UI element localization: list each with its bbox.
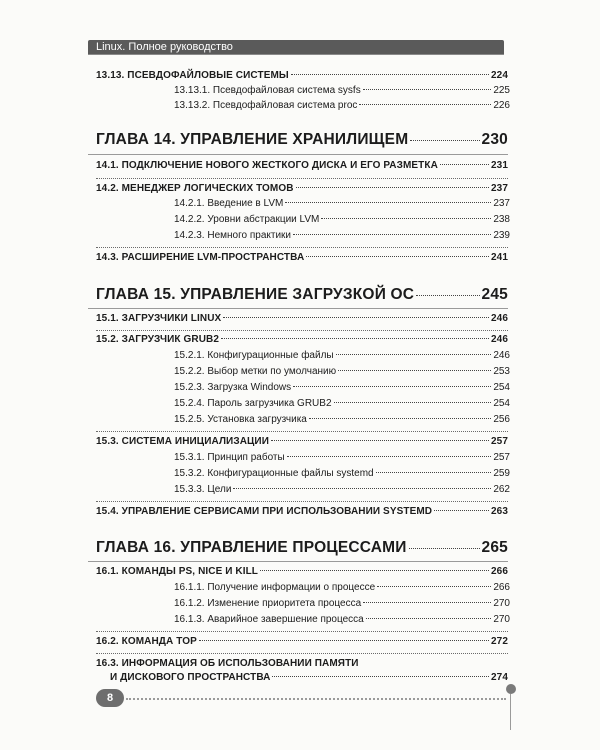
toc-page-number: 253 [493,366,510,377]
leader-dots [376,472,492,473]
toc-label: 15.2.4. Пароль загрузчика GRUB2 [174,398,332,409]
toc-label: 15.2.2. Выбор метки по умолчанию [174,366,337,377]
toc-label: 16.1.3. Аварийное завершение процесса [174,614,364,625]
toc-subsection[interactable] [174,85,510,96]
toc-section[interactable] [96,70,508,81]
toc-page-number: 238 [493,214,510,225]
toc-page-number: 274 [491,672,508,683]
toc-label: ГЛАВА 14. УПРАВЛЕНИЕ ХРАНИЛИЩЕМ [96,131,409,148]
leader-dots [285,202,491,203]
toc-page-number: 272 [491,636,508,647]
toc-page-number: 262 [493,484,510,495]
toc-page-number: 245 [481,286,508,303]
toc-page-number: 237 [491,183,508,194]
leader-dots [363,602,491,603]
toc-page-number: 246 [491,313,508,324]
toc-page-number: 270 [493,614,510,625]
toc-subsection[interactable] [174,230,510,241]
toc-label: 15.1. ЗАГРУЗЧИКИ LINUX [96,313,222,324]
toc-section-line1[interactable] [96,658,508,669]
toc-section[interactable] [96,183,508,194]
toc-page-number: 241 [491,252,508,263]
toc-subsection[interactable] [174,484,510,495]
leader-dots [309,418,491,419]
leader-dots [377,586,491,587]
toc-page-number: 259 [493,468,510,479]
toc-label: 15.3. СИСТЕМА ИНИЦИАЛИЗАЦИИ [96,436,270,447]
section-separator [96,330,508,331]
leader-dots [287,456,492,457]
toc-page-number: 225 [493,85,510,96]
leader-dots [416,295,479,296]
toc-label: 15.2.5. Установка загрузчика [174,414,307,425]
footer-dotted-rule [126,698,506,700]
toc-subsection[interactable] [174,414,510,425]
toc-label: 13.13.1. Псевдофайловая система sysfs [174,85,361,96]
toc-page-number: 256 [493,414,510,425]
page-number-badge: 8 [96,689,124,707]
toc-label: 15.2.3. Загрузка Windows [174,382,292,393]
leader-dots [306,256,489,257]
toc-subsection[interactable] [174,582,510,593]
section-separator [96,631,508,632]
toc-page-number: 226 [493,100,510,111]
toc-page-number: 254 [493,382,510,393]
toc-section[interactable] [96,566,508,577]
toc-section[interactable] [96,436,508,447]
leader-dots [272,676,489,677]
leader-dots [293,234,491,235]
toc-label: 15.2. ЗАГРУЗЧИК GRUB2 [96,334,220,345]
toc-label: 14.2.2. Уровни абстракции LVM [174,214,320,225]
toc-chapter[interactable] [96,286,508,304]
leader-dots [363,89,492,90]
toc-page-number: 266 [493,582,510,593]
toc-label: 16.1.1. Получение информации о процессе [174,582,376,593]
leader-dots [321,218,491,219]
toc-section[interactable] [96,636,508,647]
toc-section[interactable] [96,334,508,345]
section-separator [96,501,508,502]
leader-dots [359,104,491,105]
toc-page-number: 239 [493,230,510,241]
chapter-rule [88,154,508,155]
leader-dots [410,140,479,141]
section-separator [96,247,508,248]
toc-label: 15.3.3. Цели [174,484,232,495]
toc-label: 13.13. ПСЕВДОФАЙЛОВЫЕ СИСТЕМЫ [96,70,289,81]
header-rule [88,54,504,55]
toc-section[interactable] [96,252,508,263]
toc-page-number: 266 [491,566,508,577]
leader-dots [223,317,489,318]
toc-label: 15.4. УПРАВЛЕНИЕ СЕРВИСАМИ ПРИ ИСПОЛЬЗОВАНИИ SYSTEMD [96,506,433,517]
toc-label-continued: И ДИСКОВОГО ПРОСТРАНСТВА [110,672,271,683]
toc-page-number: 231 [491,160,508,171]
leader-dots [409,548,480,549]
toc-label: ГЛАВА 15. УПРАВЛЕНИЕ ЗАГРУЗКОЙ ОС [96,286,415,303]
leader-dots [434,510,489,511]
leader-dots [260,570,489,571]
toc-page-number: 270 [493,598,510,609]
toc-chapter[interactable] [96,131,508,149]
toc-label: 13.13.2. Псевдофайловая система proc [174,100,358,111]
toc-subsection[interactable] [174,452,510,463]
leader-dots [291,74,489,75]
leader-dots [199,640,489,641]
toc-label: 14.2. МЕНЕДЖЕР ЛОГИЧЕСКИХ ТОМОВ [96,183,294,194]
toc-label: 16.2. КОМАНДА TOP [96,636,197,647]
toc-section[interactable] [96,160,508,171]
footer-circle-icon [506,684,516,694]
toc-page-number: 224 [491,70,508,81]
toc-label: 16.1. КОМАНДЫ PS, NICE И KILL [96,566,259,577]
toc-label: 16.1.2. Изменение приоритета процесса [174,598,362,609]
toc-label: 15.2.1. Конфигурационные файлы [174,350,334,361]
toc-label: 16.3. ИНФОРМАЦИЯ ОБ ИСПОЛЬЗОВАНИИ ПАМЯТИ [96,658,359,669]
leader-dots [334,402,492,403]
toc-label: 15.3.2. Конфигурационные файлы systemd [174,468,374,479]
toc-subsection[interactable] [174,398,510,409]
toc-subsection[interactable] [174,350,510,361]
leader-dots [233,488,491,489]
leader-dots [271,440,489,441]
leader-dots [366,618,492,619]
toc-subsection[interactable] [174,614,510,625]
toc-page-number: 237 [493,198,510,209]
toc-page-number: 246 [493,350,510,361]
toc-label: 15.3.1. Принцип работы [174,452,285,463]
section-separator [96,431,508,432]
toc-subsection[interactable] [174,382,510,393]
toc-page-number: 265 [481,539,508,556]
toc-page-number: 257 [491,436,508,447]
toc-chapter[interactable] [96,539,508,557]
toc-subsection[interactable] [174,198,510,209]
toc-subsection[interactable] [174,366,510,377]
toc-page-number: 257 [493,452,510,463]
leader-dots [221,338,489,339]
leader-dots [293,386,491,387]
toc-section-line2[interactable] [110,672,508,683]
toc-subsection[interactable] [174,598,510,609]
leader-dots [338,370,491,371]
toc-label: 14.2.3. Немного практики [174,230,292,241]
toc-section[interactable] [96,506,508,517]
running-header-title: Linux. Полное руководство [96,41,233,53]
toc-label: ГЛАВА 16. УПРАВЛЕНИЕ ПРОЦЕССАМИ [96,539,407,556]
toc-page-number: 246 [491,334,508,345]
leader-dots [296,187,489,188]
toc-label: 14.3. РАСШИРЕНИЕ LVM-ПРОСТРАНСТВА [96,252,305,263]
chapter-rule [88,308,508,309]
footer-stem-line [510,694,511,730]
toc-subsection[interactable] [174,100,510,111]
chapter-rule [88,561,508,562]
leader-dots [440,164,489,165]
toc-subsection[interactable] [174,214,510,225]
toc-label: 14.2.1. Введение в LVM [174,198,284,209]
toc-page-number: 263 [491,506,508,517]
leader-dots [336,354,492,355]
section-separator [96,653,508,654]
toc-page-number: 230 [481,131,508,148]
toc-subsection[interactable] [174,468,510,479]
toc-label: 14.1. ПОДКЛЮЧЕНИЕ НОВОГО ЖЕСТКОГО ДИСКА И ЕГО РАЗМЕТКА [96,160,438,171]
section-separator [96,178,508,179]
toc-section[interactable] [96,313,508,324]
toc-page-number: 254 [493,398,510,409]
